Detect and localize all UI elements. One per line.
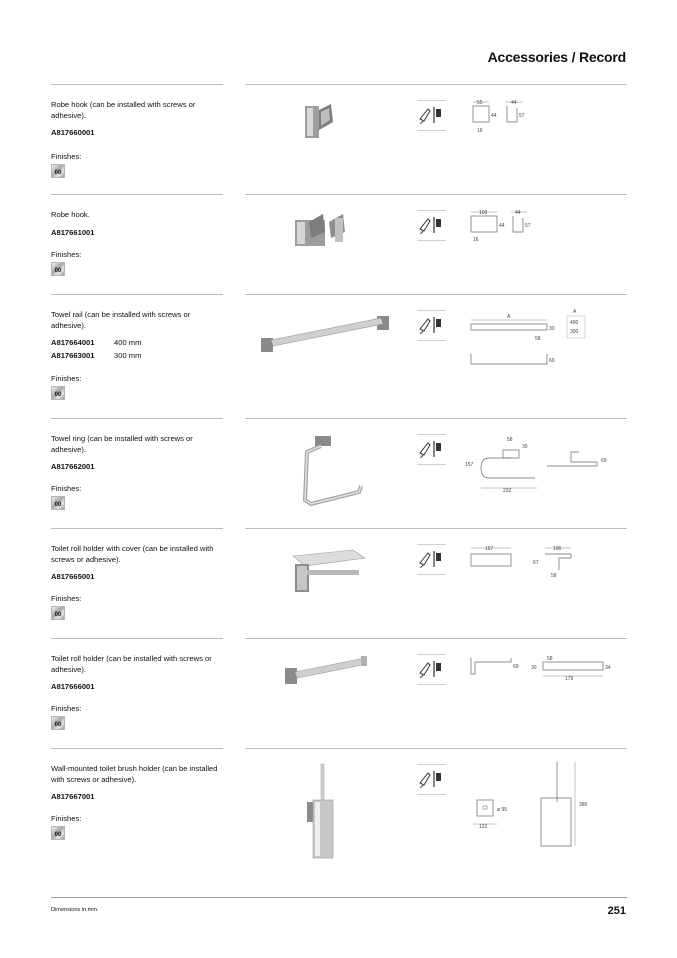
product-code-line xyxy=(51,570,226,583)
toilet-roll-holder-cover-photo xyxy=(283,544,373,604)
divider xyxy=(467,748,627,749)
dim-label: 69 xyxy=(549,358,555,364)
finishes-label: Finishes: xyxy=(51,814,82,823)
mount-icon-screw-adhesive xyxy=(417,764,446,795)
product-size: 300 mm xyxy=(114,351,142,360)
divider xyxy=(245,748,469,749)
divider xyxy=(245,418,469,419)
product-description: Toilet roll holder (can be installed with screws or adhesive). xyxy=(51,654,212,674)
product-code: A817664001 xyxy=(51,338,95,347)
divider xyxy=(245,638,469,639)
product-code: A817662001 xyxy=(51,462,95,471)
divider xyxy=(467,418,627,419)
product-code-line xyxy=(51,790,226,803)
product-code-line xyxy=(51,349,226,362)
product-description: Towel ring (can be installed with screws or adhesive). xyxy=(51,434,193,454)
divider xyxy=(467,528,627,529)
product-code-line xyxy=(51,126,226,139)
finishes-label: Finishes: xyxy=(51,484,82,493)
finishes-label: Finishes: xyxy=(51,594,82,603)
finish-swatch-chrome: 00 xyxy=(51,826,65,840)
finish-swatch-chrome: 00 xyxy=(51,262,65,276)
mount-icon-screw-adhesive xyxy=(417,654,446,685)
mount-icon-screw-adhesive xyxy=(417,544,446,575)
divider xyxy=(245,528,469,529)
mount-icon-screw-adhesive xyxy=(417,310,446,341)
dim-label: 44 xyxy=(499,223,505,229)
dim-label: 34 xyxy=(605,665,611,671)
dim-label: 58 xyxy=(535,336,541,342)
robe-hook-photo xyxy=(295,100,355,150)
divider xyxy=(51,748,223,749)
product-description: Wall-mounted toilet brush holder (can be installed with screws or adhesive). xyxy=(51,764,218,784)
divider xyxy=(51,294,223,295)
divider xyxy=(51,638,223,639)
finishes-label: Finishes: xyxy=(51,704,82,713)
product-code: A817666001 xyxy=(51,682,95,691)
dim-label: 58 xyxy=(507,437,513,443)
dim-label: 122 xyxy=(479,824,488,830)
finish-swatch-chrome: 00 xyxy=(51,386,65,400)
product-code-line xyxy=(51,336,226,349)
product-code: A817661001 xyxy=(51,228,95,237)
divider xyxy=(467,294,627,295)
product-row-toilet-roll-holder xyxy=(51,638,627,748)
finishes-label: Finishes: xyxy=(51,250,82,259)
dim-label: 400 xyxy=(570,320,579,326)
product-row-robe-hook-double xyxy=(51,194,627,294)
page-number: 251 xyxy=(607,905,626,917)
dim-label: 67 xyxy=(533,560,539,566)
product-row-toilet-roll-holder-cover xyxy=(51,528,627,638)
dim-label: 30 xyxy=(531,665,537,671)
finish-swatch-chrome: 00 xyxy=(51,496,65,510)
dim-label: 157 xyxy=(465,462,474,468)
dim-label: 58 xyxy=(547,656,553,662)
dim-label: 380 xyxy=(579,802,588,808)
page-title: Accessories / Record xyxy=(487,49,626,65)
dim-label: A xyxy=(573,309,577,315)
product-description: Robe hook. xyxy=(51,210,90,219)
toilet-brush-holder-photo xyxy=(299,762,359,862)
mount-icon-screw-adhesive xyxy=(417,100,446,131)
product-row-toilet-brush-holder xyxy=(51,748,627,888)
product-size: 400 mm xyxy=(114,338,142,347)
dim-label: 16 xyxy=(477,128,483,134)
dim-label: 57 xyxy=(519,113,525,119)
dim-label: 106 xyxy=(553,546,562,552)
product-row-towel-ring xyxy=(51,418,627,528)
product-code-line xyxy=(51,226,226,239)
divider xyxy=(467,638,627,639)
divider xyxy=(245,294,469,295)
dim-label: 69 xyxy=(601,458,607,464)
divider xyxy=(51,418,223,419)
finish-swatch-chrome: 00 xyxy=(51,606,65,620)
divider xyxy=(245,194,469,195)
dim-label: 30 xyxy=(522,444,528,450)
product-code: A817660001 xyxy=(51,128,95,137)
divider xyxy=(51,194,223,195)
finish-swatch-chrome: 00 xyxy=(51,164,65,178)
dim-label: 232 xyxy=(503,488,512,494)
dim-label: 44 xyxy=(515,210,521,216)
product-description: Robe hook (can be installed with screws or adhesive). xyxy=(51,100,196,120)
dimension-drawing xyxy=(467,542,627,592)
product-code: A817665001 xyxy=(51,572,95,581)
divider xyxy=(51,528,223,529)
dim-label: 69 xyxy=(513,664,519,670)
product-code-line xyxy=(51,460,226,473)
dim-label: 55 xyxy=(477,100,483,106)
product-description: Toilet roll holder with cover (can be installed with screws or adhesive). xyxy=(51,544,214,564)
toilet-roll-holder-photo xyxy=(281,654,381,694)
product-description: Towel rail (can be installed with screws or adhesive). xyxy=(51,310,191,330)
product-code: A817663001 xyxy=(51,351,95,360)
footer-divider xyxy=(51,897,627,898)
divider xyxy=(467,84,627,85)
dim-label: 300 xyxy=(570,329,579,335)
product-row-robe-hook xyxy=(51,84,627,194)
dim-label: ø 95 xyxy=(497,807,508,813)
dimension-drawing xyxy=(467,432,627,502)
robe-hook-double-photo xyxy=(289,208,359,258)
divider xyxy=(467,194,627,195)
dim-label: 44 xyxy=(491,113,497,119)
mount-icon-screw-adhesive xyxy=(417,210,446,241)
dim-label: 44 xyxy=(511,100,517,106)
dim-label: 58 xyxy=(551,573,557,579)
dim-label: 57 xyxy=(525,223,531,229)
footer-note: Dimensions in mm. xyxy=(51,907,99,913)
finishes-label: Finishes: xyxy=(51,152,82,161)
dim-label: 100 xyxy=(479,210,488,216)
dimension-drawing xyxy=(467,206,547,246)
finishes-label: Finishes: xyxy=(51,374,82,383)
divider xyxy=(245,84,469,85)
finish-swatch-chrome: 00 xyxy=(51,716,65,730)
divider xyxy=(51,84,223,85)
mount-icon-screw-adhesive xyxy=(417,434,446,465)
dimension-drawing xyxy=(467,96,547,146)
dim-label: 167 xyxy=(485,546,494,552)
dim-label: 30 xyxy=(549,326,555,332)
product-code-line xyxy=(51,680,226,693)
dimension-drawing xyxy=(467,762,627,862)
dim-label: 179 xyxy=(565,676,574,682)
towel-ring-photo xyxy=(293,434,373,509)
dimension-drawing xyxy=(467,652,627,692)
dim-label: A xyxy=(507,314,511,320)
dimension-drawing xyxy=(467,306,627,386)
product-row-towel-rail xyxy=(51,294,627,418)
product-code: A817667001 xyxy=(51,792,95,801)
dim-label: 16 xyxy=(473,237,479,243)
towel-rail-photo xyxy=(257,308,397,358)
